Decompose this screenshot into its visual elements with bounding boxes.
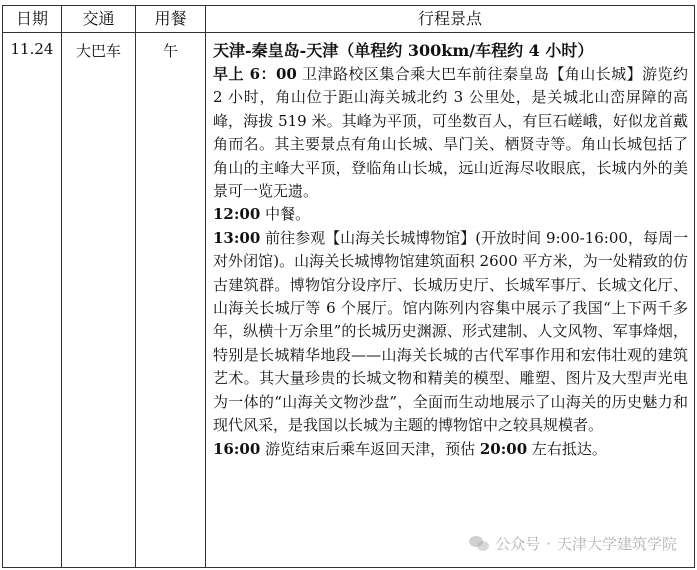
time-label: 12:00: [213, 205, 261, 224]
block-text: 卫津路校区集合乘大巴车前往秦皇岛【角山长城】游览约 2 小时，角山位于距山海关城北约 3 公里处，是关城北山峦屏障的高峰，海拔 519 米。其峰为平顶，可坐数百人，有巨石嵯峨，好似龙首戴角而名。其主要景点有角山长城、旱门关、栖贤寺等。角山长城包括了角山的主峰大平顶，登临角山长城，远山近海尽收眼底，长城内外的美景可一览无遗。: [213, 65, 688, 201]
route-title: 天津-秦皇岛-天津（单程约 300km/车程约 4 小时）: [213, 41, 594, 60]
cell-transport: 大巴车: [62, 33, 136, 568]
watermark-separator: ·: [546, 534, 551, 553]
time-label: 20:00: [479, 439, 528, 458]
itinerary-block-return: [213, 438, 688, 461]
header-meal: 用餐: [136, 6, 206, 33]
block-text: 前往参观【山海关长城博物馆】(开放时间 9:00-16:00，每周一对外闭馆)。山海关长城博物馆建筑面积 2600 平方米，为一处精致的仿古建筑群。博物馆分设序厅、长城历史厅、长城军事厅、长城文化厅、山海关长城厅等 6 个展厅。馆内陈列内容集中展示了我国“上下两千多年，纵横十万余里”的长城历史渊源、形式建制、人文风物、军事烽烟，特别是长城精华地段——山海关长城的古代军事作用和宏伟壮观的建筑艺术。其大量珍贵的长城文物和精美的模型、雕塑、图片及大型声光电为一体的“山海关文物沙盘”，全面而生动地展示了山海关的历史魅力和现代风采，是我国以长城为主题的博物馆中之较具规模者。: [213, 228, 688, 435]
header-date: 日期: [3, 6, 62, 33]
block-text: 左右抵达。: [527, 439, 607, 458]
block-text: 中餐。: [260, 205, 311, 224]
header-itinerary: 行程景点: [206, 6, 695, 33]
cell-date: 11.24: [3, 33, 62, 568]
time-label: 16:00: [213, 439, 261, 458]
watermark-name: 天津大学建筑学院: [556, 535, 677, 553]
itinerary-block-morning: [213, 63, 688, 203]
cell-meal: 午: [136, 33, 206, 568]
time-label: 早上 6：00: [213, 65, 297, 83]
header-row: [3, 6, 695, 33]
watermark-prefix: 公众号: [495, 535, 541, 553]
itinerary-table: [2, 5, 695, 568]
itinerary-block-lunch: [213, 203, 688, 226]
time-label: 13:00: [213, 228, 261, 247]
watermark: [469, 533, 677, 554]
block-text: 游览结束后乘车返回天津，预估: [260, 439, 480, 458]
itinerary-block-museum: [213, 227, 688, 438]
table-row: [3, 33, 695, 568]
cell-itinerary: [206, 33, 695, 568]
header-transport: 交通: [62, 6, 136, 33]
wechat-icon: [469, 536, 489, 552]
